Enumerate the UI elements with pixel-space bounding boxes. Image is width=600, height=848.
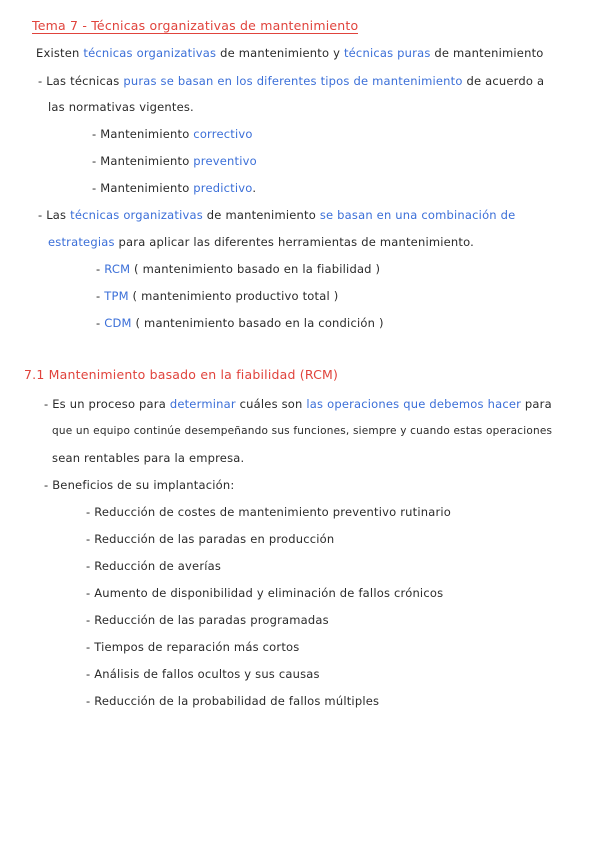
section-7-title-text: Tema 7 - Técnicas organizativas de mantenimiento bbox=[32, 18, 359, 33]
list-item: - TPM ( mantenimiento productivo total ) bbox=[96, 289, 339, 303]
puras-line-2: las normativas vigentes. bbox=[48, 100, 194, 114]
list-item: - Reducción de las paradas en producción bbox=[86, 532, 335, 546]
section-7-title bbox=[32, 18, 358, 34]
puras-term: técnicas puras bbox=[343, 46, 431, 60]
organizativas-line-2: estrategias para aplicar las diferentes herramientas de mantenimiento. bbox=[48, 235, 474, 249]
list-item: - Mantenimiento correctivo bbox=[92, 127, 253, 141]
list-item: - Reducción de la probabilidad de fallos múltiples bbox=[86, 694, 380, 708]
list-item: - CDM ( mantenimiento basado en la condición ) bbox=[96, 316, 384, 330]
organizativas-line-1: - Las técnicas organizativas de mantenimiento se basan en una combinación de bbox=[38, 208, 516, 222]
puras-line-1: - Las técnicas puras se basan en los diferentes tipos de mantenimiento de acuerdo a bbox=[38, 74, 545, 88]
list-item: - Reducción de las paradas programadas bbox=[86, 613, 329, 627]
list-item: - RCM ( mantenimiento basado en la fiabilidad ) bbox=[96, 262, 381, 276]
definition-line-3: sean rentables para la empresa. bbox=[52, 451, 245, 465]
definition-line-1: - Es un proceso para determinar cuáles son las operaciones que debemos hacer para bbox=[44, 397, 552, 411]
list-item: - Aumento de disponibilidad y eliminación de fallos crónicos bbox=[86, 586, 444, 600]
definition-line-2: que un equipo continúe desempeñando sus funciones, siempre y cuando estas operaciones bbox=[52, 425, 553, 437]
list-item: - Mantenimiento preventivo bbox=[92, 154, 257, 168]
list-item: - Tiempos de reparación más cortos bbox=[86, 640, 300, 654]
section-7-1-title: 7.1 Mantenimiento basado en la fiabilidad (RCM) bbox=[24, 367, 339, 382]
intro-line: Existen técnicas organizativas de mantenimiento y técnicas puras de mantenimiento bbox=[36, 46, 544, 60]
list-item: - Mantenimiento predictivo. bbox=[92, 181, 257, 195]
list-item: - Reducción de costes de mantenimiento preventivo rutinario bbox=[86, 505, 452, 519]
organizativas-term: técnicas organizativas bbox=[83, 46, 217, 60]
benefits-title: - Beneficios de su implantación: bbox=[44, 478, 235, 492]
list-item: - Análisis de fallos ocultos y sus causas bbox=[86, 667, 320, 681]
list-item: - Reducción de averías bbox=[86, 559, 222, 573]
